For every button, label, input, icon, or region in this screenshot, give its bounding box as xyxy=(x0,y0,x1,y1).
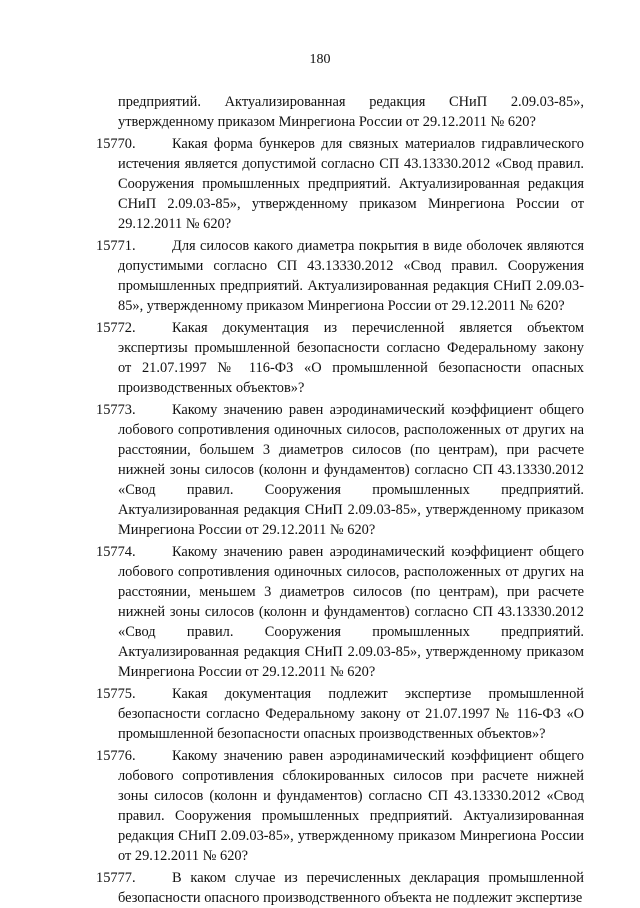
question-number: 15776. xyxy=(96,748,136,764)
question-text: Какому значению равен аэродинамический коэффициент общего лобового сопротивления сблокированных силосов при расчете нижней зоны силосов (колонн и фундаментов) согласно СП 43.13330.2012 «Свод правил. Сооружения промышленных предприятий. Актуализированная редакция СНиП 2.09.03-85», утвержденному приказом Минрегиона России от 29.12.2011 № 620? xyxy=(118,748,584,864)
question-number: 15773. xyxy=(96,402,136,418)
question-text: Какому значению равен аэродинамический коэффициент общего лобового сопротивления одиночных силосов, расположенных от других на расстоянии, меньшем 3 диаметров силосов (по центрам), при расчете нижней зоны силосов (колонн и фундаментов) согласно СП 43.13330.2012 «Свод правил. Сооружения промышленных предприятий. Актуализированная редакция СНиП 2.09.03-85», утвержденному приказом Минрегиона России от 29.12.2011 № 620? xyxy=(118,544,584,680)
question-number: 15772. xyxy=(96,320,136,336)
question-number: 15775. xyxy=(96,686,136,702)
question-text: Какая документация из перечисленной является объектом экспертизы промышленной безопасности согласно Федеральному закону от 21.07.1997 № 116-ФЗ «О промышленной безопасности опасных производственных объектов»? xyxy=(118,320,584,396)
question-text: Какому значению равен аэродинамический коэффициент общего лобового сопротивления одиночных силосов, расположенных от других на расстоянии, большем 3 диаметров силосов (по центрам), при расчете нижней зоны силосов (колонн и фундаментов) согласно СП 43.13330.2012 «Свод правил. Сооружения промышленных предприятий. Актуализированная редакция СНиП 2.09.03-85», утвержденному приказом Минрегиона России от 29.12.2011 № 620? xyxy=(118,402,584,538)
question-text: Для силосов какого диаметра покрытия в виде оболочек являются допустимыми согласно СП 43.13330.2012 «Свод правил. Сооружения промышленных предприятий. Актуализированная редакция СНиП 2.09.03-85», утвержденному приказом Минрегиона России от 29.12.2011 № 620? xyxy=(118,238,584,314)
question-item xyxy=(96,684,584,744)
question-item xyxy=(96,236,584,316)
page-number: 180 xyxy=(309,52,331,67)
question-number: 15774. xyxy=(96,544,136,560)
document-body xyxy=(96,92,584,908)
question-item xyxy=(96,542,584,682)
question-item xyxy=(96,746,584,866)
question-item xyxy=(96,868,584,908)
intro-paragraph: предприятий. Актуализированная редакция СНиП 2.09.03-85», утвержденному приказом Минрегиона России от 29.12.2011 № 620? xyxy=(118,94,584,130)
question-number: 15771. xyxy=(96,238,136,254)
question-item xyxy=(96,318,584,398)
question-text: В каком случае из перечисленных декларация промышленной безопасности опасного производственного объекта не подлежит экспертизе xyxy=(118,870,584,906)
question-number: 15777. xyxy=(96,870,136,886)
question-number: 15770. xyxy=(96,136,136,152)
question-item xyxy=(96,400,584,540)
question-text: Какая форма бункеров для связных материалов гидравлического истечения является допустимой согласно СП 43.13330.2012 «Свод правил. Сооружения промышленных предприятий. Актуализированная редакция СНиП 2.09.03-85», утвержденному приказом Минрегиона России от 29.12.2011 № 620? xyxy=(118,136,584,232)
question-item xyxy=(96,134,584,234)
question-text: Какая документация подлежит экспертизе промышленной безопасности согласно Федеральному закону от 21.07.1997 № 116-ФЗ «О промышленной безопасности опасных производственных объектов»? xyxy=(118,686,584,742)
